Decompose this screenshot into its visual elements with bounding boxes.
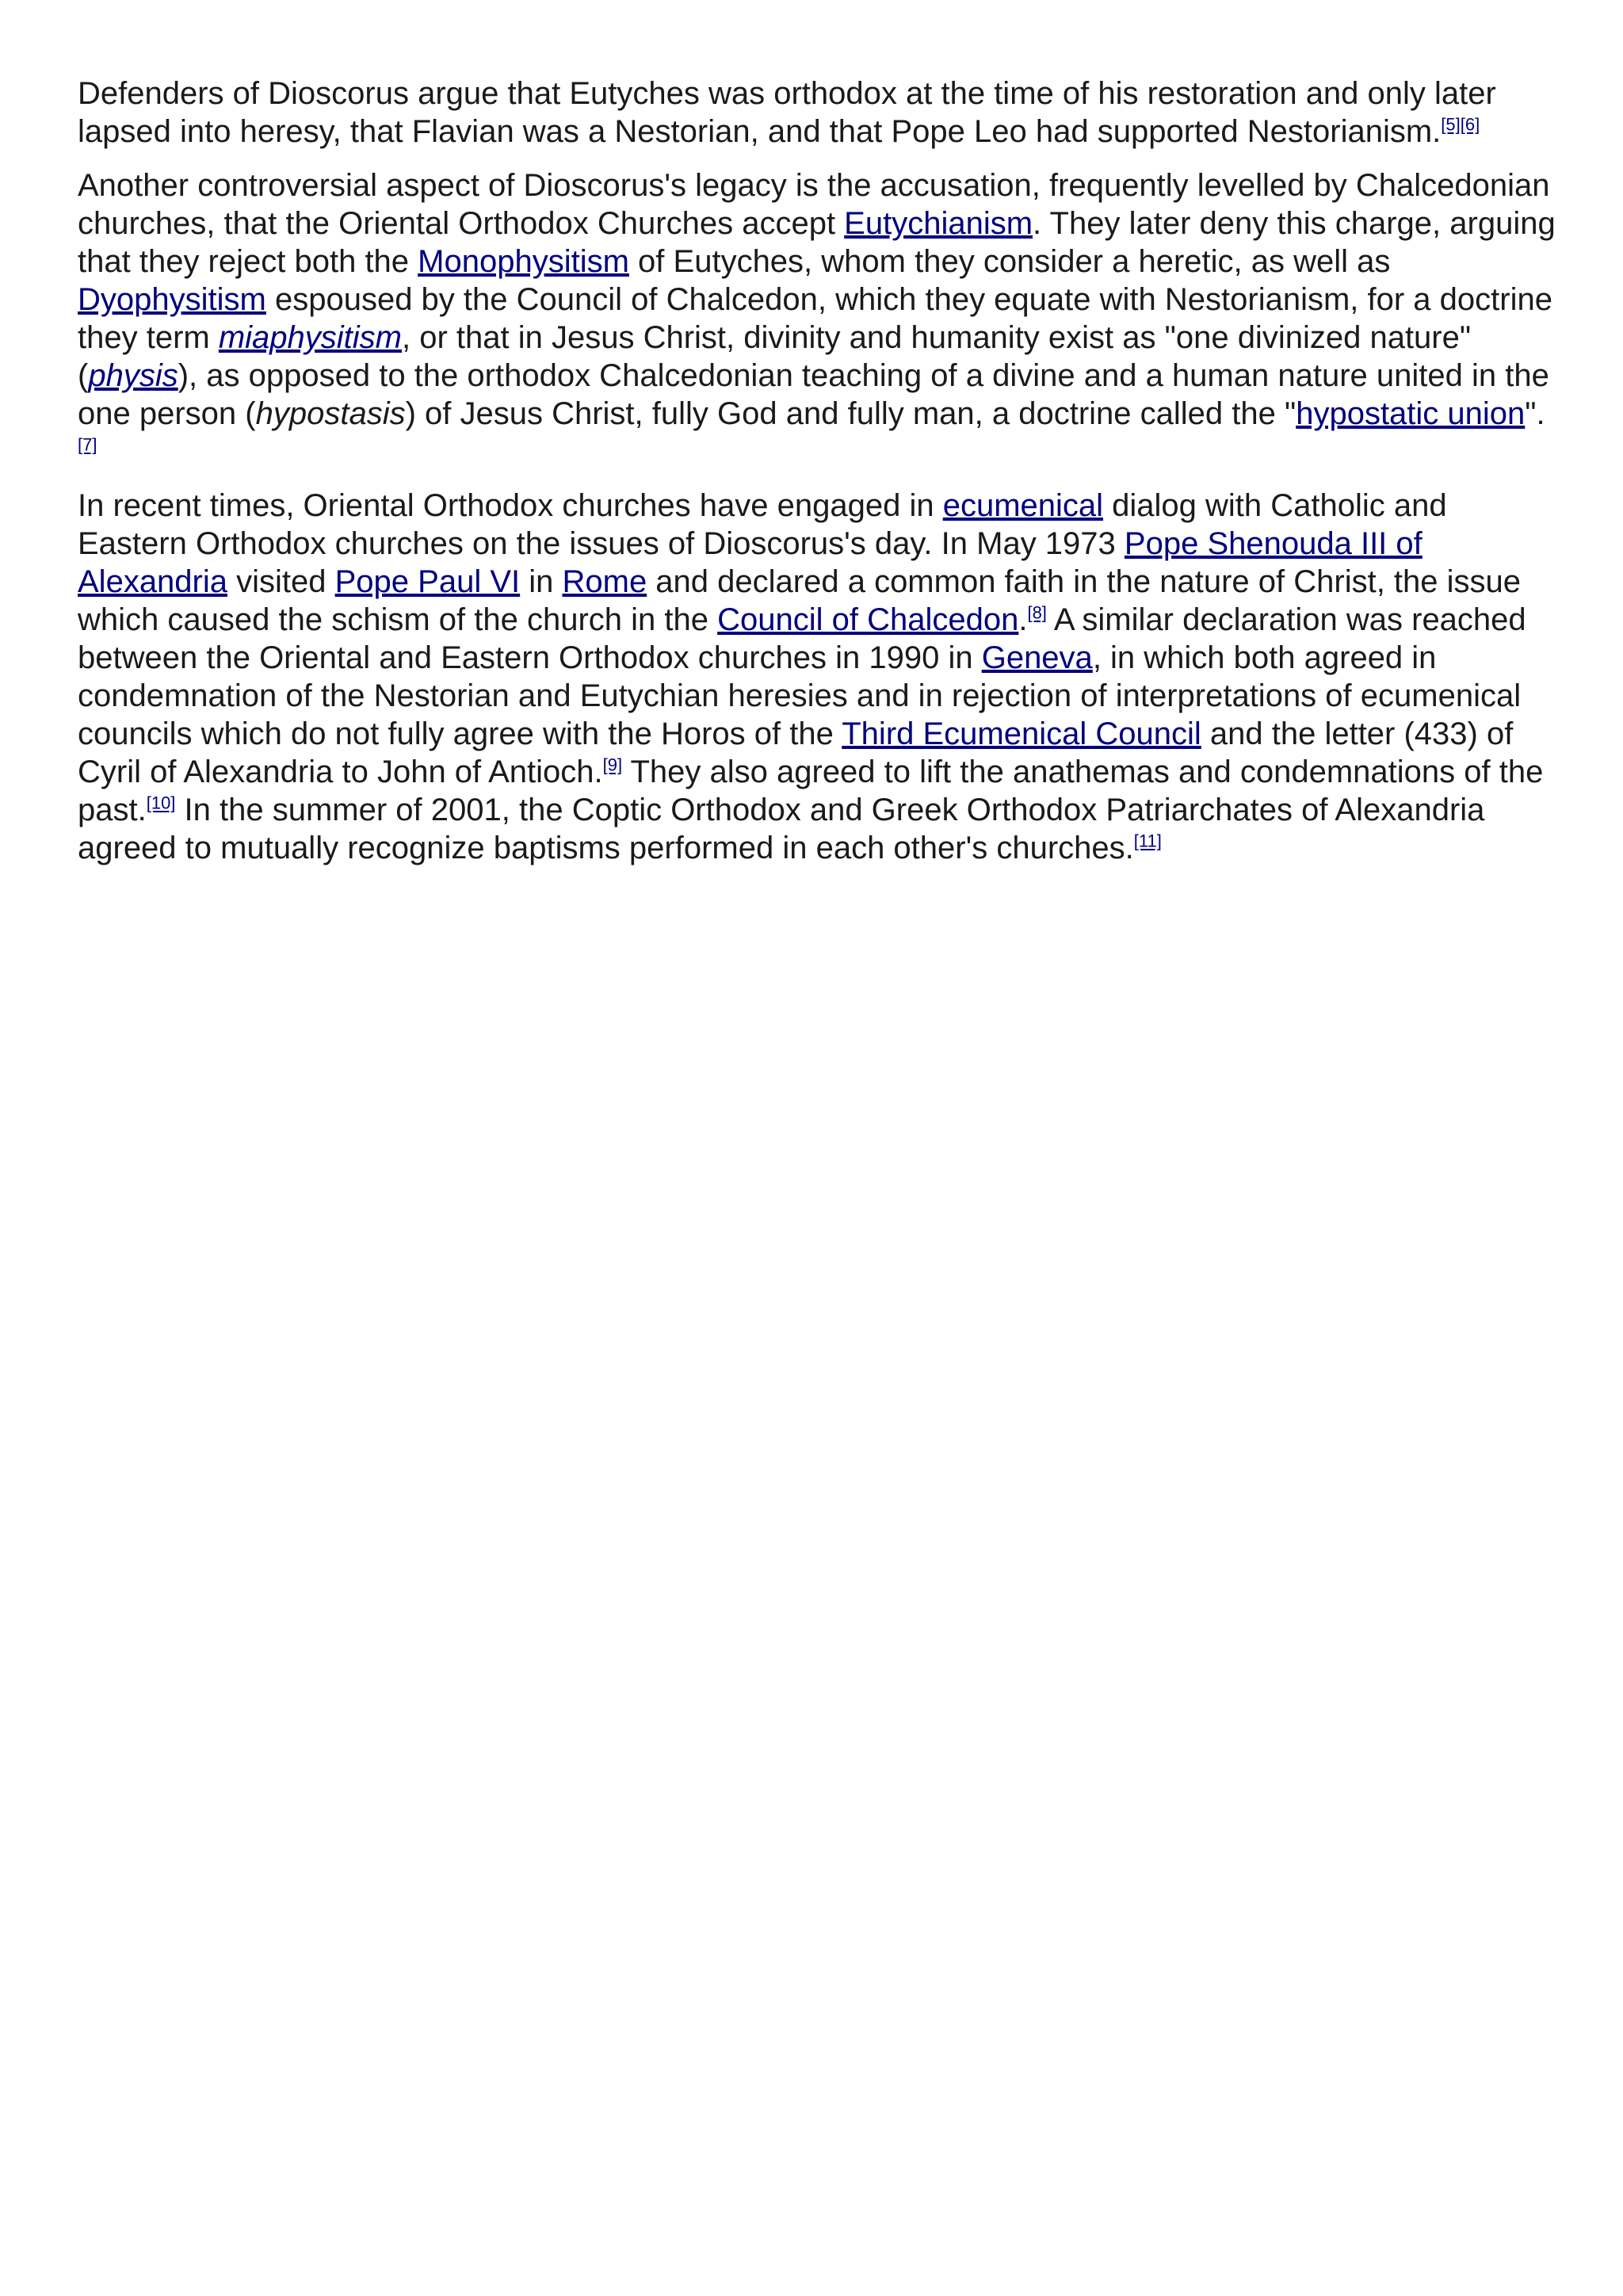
paragraph-text: visited: [227, 564, 335, 599]
citation-7[interactable]: [78, 435, 97, 455]
citation-6[interactable]: [1461, 115, 1480, 135]
link-physis-text: physis: [88, 358, 178, 393]
paragraph-text: of Eutyches, whom they consider a heretic, as well as: [628, 244, 1391, 279]
citation-link[interactable]: [7]: [78, 434, 97, 455]
link-hypostatic-union[interactable]: hypostatic union: [1296, 396, 1526, 431]
link-rome[interactable]: Rome: [562, 564, 647, 599]
link-physis[interactable]: [88, 358, 178, 393]
link-miaphysitism-text: miaphysitism: [218, 320, 402, 355]
paragraph-text: , or that in Jesus Christ, divinity and humanity exist as "one divinized nature" (: [78, 320, 1472, 393]
citation-11[interactable]: [1134, 831, 1162, 851]
paragraph-text: ) of Jesus Christ, fully God and fully man, a doctrine called the ": [405, 396, 1296, 431]
citation-9[interactable]: [603, 755, 622, 775]
link-pope-shenouda[interactable]: Pope Shenouda III of Alexandria: [78, 526, 1423, 599]
term-hypostasis: hypostasis: [255, 396, 406, 431]
link-geneva[interactable]: Geneva: [981, 640, 1093, 675]
paragraph-text: Defenders of Dioscorus argue that Eutyches was orthodox at the time of his restoration and only later lapsed into heresy, that Flavian was a Nestorian, and that Pope Leo had supported Nestorianism.: [78, 76, 1496, 149]
paragraph-text: ".: [1525, 396, 1545, 431]
citation-link[interactable]: [10]: [146, 793, 176, 813]
paragraph-text: , in which both agreed in condemnation of the Nestorian and Eutychian heresies and in rejection of interpretations of ecumenical councils which do not fully agree with the Horos of the: [78, 640, 1522, 751]
citation-link[interactable]: [5]: [1441, 114, 1461, 135]
paragraph-text: . They later deny this charge, arguing that they reject both the: [78, 206, 1556, 279]
citation-8[interactable]: [1027, 603, 1046, 623]
paragraph-text: ), as opposed to the orthodox Chalcedonian teaching of a divine and a human nature united in the one person (: [78, 358, 1549, 431]
paragraph-text: dialog with Catholic and Eastern Orthodox churches on the issues of Dioscorus's day. In May 1973: [78, 488, 1447, 561]
link-third-ecumenical-council[interactable]: Third Ecumenical Council: [842, 716, 1201, 751]
paragraph-text: and the letter (433) of Cyril of Alexandria to John of Antioch.: [78, 716, 1514, 789]
link-pope-paul-vi[interactable]: Pope Paul VI: [334, 564, 521, 599]
paragraph-text: A similar declaration was reached between the Oriental and Eastern Orthodox churches in 1990 in: [78, 602, 1526, 675]
link-council-of-chalcedon[interactable]: Council of Chalcedon: [717, 602, 1019, 637]
paragraph-text: Another controversial aspect of Dioscorus's legacy is the accusation, frequently levelled by Chalcedonian churches, that the Oriental Orthodox Churches accept: [78, 168, 1550, 241]
citation-10[interactable]: [147, 793, 176, 813]
paragraph-text: In the summer of 2001, the Coptic Orthodox and Greek Orthodox Patriarchates of Alexandria agreed to mutually recognize baptisms performed in each other's churches.: [78, 793, 1485, 865]
paragraph-controversy: [78, 166, 1560, 471]
citation-link[interactable]: [11]: [1133, 831, 1162, 851]
paragraph-text: in: [520, 564, 563, 599]
link-ecumenical[interactable]: ecumenical: [942, 488, 1104, 523]
link-dyophysitism[interactable]: Dyophysitism: [78, 282, 266, 317]
paragraph-text: and declared a common faith in the nature of Christ, the issue which caused the schism of the church in the: [78, 564, 1522, 637]
citation-link[interactable]: [6]: [1460, 114, 1480, 135]
link-miaphysitism[interactable]: [219, 320, 402, 355]
paragraph-defenders: [78, 74, 1560, 151]
paragraph-text: .: [1018, 602, 1028, 637]
link-eutychianism[interactable]: Eutychianism: [844, 206, 1033, 241]
paragraph-recent-times: [78, 487, 1560, 867]
citation-5[interactable]: [1441, 115, 1460, 135]
paragraph-text: In recent times, Oriental Orthodox churches have engaged in: [78, 488, 943, 523]
citation-link[interactable]: [8]: [1027, 602, 1047, 623]
link-monophysitism[interactable]: Monophysitism: [418, 244, 629, 279]
paragraph-text: They also agreed to lift the anathemas and condemnations of the past.: [78, 755, 1544, 827]
citation-link[interactable]: [9]: [602, 755, 623, 775]
article-body: [78, 74, 1560, 883]
paragraph-text: espoused by the Council of Chalcedon, which they equate with Nestorianism, for a doctrine they term: [78, 282, 1552, 355]
